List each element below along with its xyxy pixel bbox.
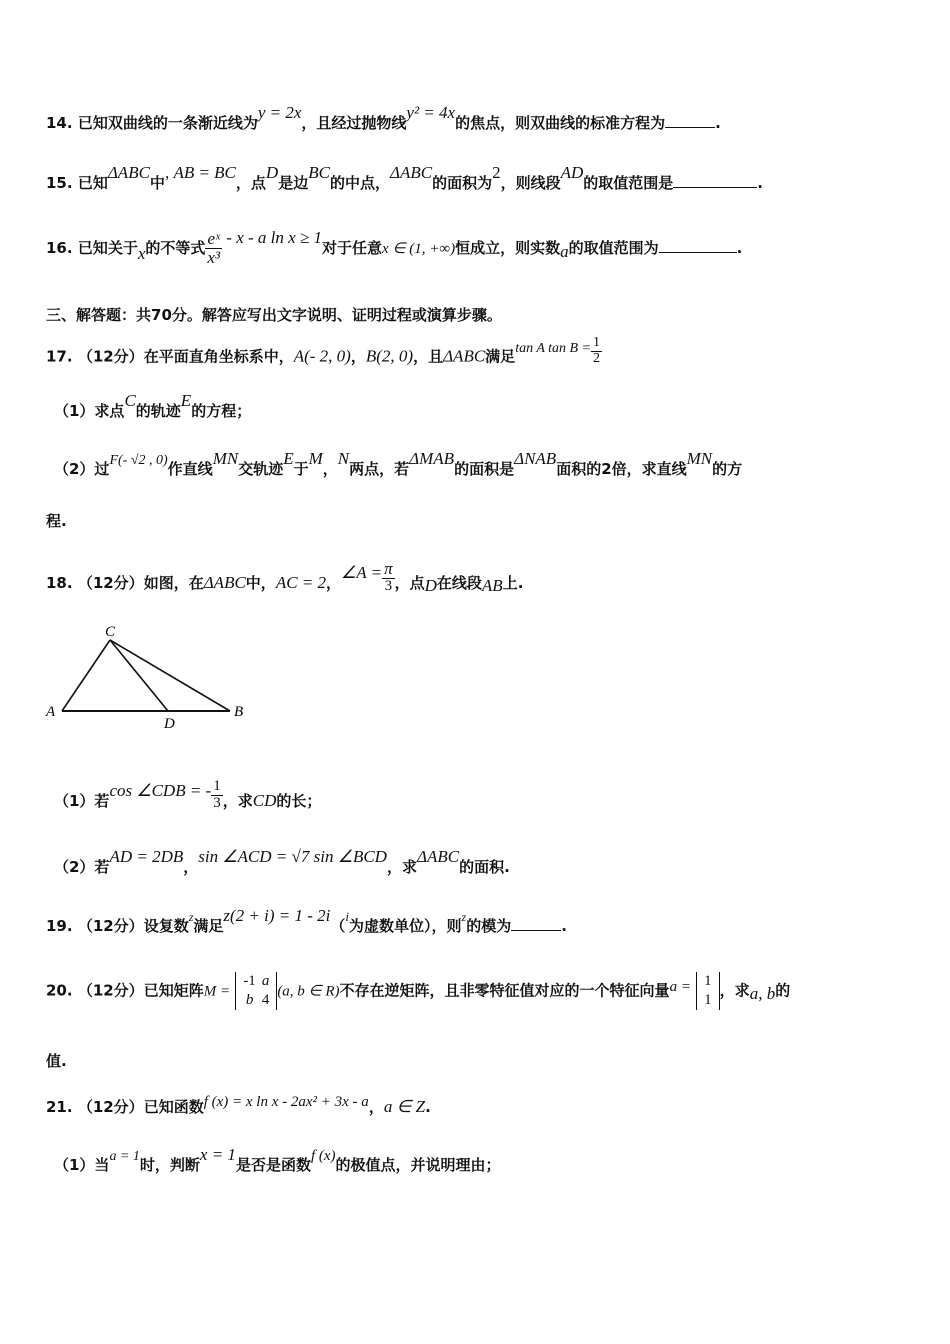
q15-end: . <box>757 174 763 192</box>
q14-number: 14. <box>46 114 73 132</box>
q20-matrix-label: M = <box>203 983 231 1000</box>
question-19 <box>46 906 567 936</box>
q16-text-2: 的不等式 <box>145 238 206 257</box>
q18-p1-fraction <box>211 779 223 812</box>
q17-p1-text: 的轨迹 <box>135 402 181 420</box>
q17-p2-text-2: 交轨迹 <box>238 460 284 478</box>
q17-frac-num: 1 <box>593 335 601 350</box>
q19-text-3: （ <box>330 917 346 935</box>
q17-p2-triangle-nab: ΔNAB <box>514 449 557 468</box>
q15-text: 已知 <box>77 174 108 192</box>
q18-text: 如图，在 <box>143 573 204 592</box>
q17-p2-text: 作直线 <box>167 460 213 478</box>
q14-end: . <box>715 114 721 132</box>
q15-segment-ad: AD <box>560 163 584 182</box>
q17-p1-curve-e: E <box>180 391 192 410</box>
q18-segment-ab: AB <box>481 575 503 595</box>
q21-number: 21. <box>46 1098 73 1116</box>
q18-score: （12分） <box>77 573 144 592</box>
q18-p1-text-2: 的长； <box>276 791 322 810</box>
question-14 <box>46 103 721 133</box>
question-20 <box>46 972 790 1010</box>
matrix-cell: b <box>245 991 254 1008</box>
section-header: 三、解答题：共70分。解答应写出文字说明、证明过程或演算步骤。 <box>46 306 502 324</box>
q17-p2-point-f: F(- √2 , 0) <box>109 453 168 468</box>
q15-number: 15. <box>46 174 73 192</box>
q20-vector <box>696 972 720 1010</box>
q17-part-2-continued: 程. <box>46 512 67 530</box>
q14-text: 已知双曲线的一条渐近线为 <box>77 114 258 132</box>
q21-function: f (x) = x ln x - 2ax² + 3x - a <box>203 1094 369 1110</box>
q21-p1-text-2: 是否是函数 <box>235 1156 311 1174</box>
q18-point-d: D <box>424 575 437 595</box>
q15-text-7: ，则线段 <box>500 174 561 192</box>
q15-triangle: ΔABC <box>107 163 150 182</box>
question-15 <box>46 163 763 193</box>
q21-p1-x-value: x = 1 <box>199 1145 236 1164</box>
q17-p2-line-mn-2: MN <box>686 449 713 468</box>
q15-side-bc: BC <box>308 163 330 182</box>
q17-number: 17. <box>46 347 73 366</box>
q19-var-z-2: z <box>461 910 467 924</box>
q15-text-8: 的取值范围是 <box>583 174 674 192</box>
q19-end: . <box>561 917 567 935</box>
q16-text: 已知关于 <box>77 238 138 257</box>
label-a: A <box>46 704 56 720</box>
question-21 <box>46 1096 431 1117</box>
answer-blank <box>511 918 561 931</box>
q17-point-a: A(- 2, 0) <box>293 346 351 366</box>
q17-part-1 <box>54 391 252 421</box>
q21-condition: a ∈ Z <box>383 1097 426 1116</box>
q14-asymptote: y = 2x <box>257 103 302 122</box>
q16-text-4: 恒成立，则实数 <box>455 238 561 257</box>
q21-text-2: ， <box>368 1098 384 1116</box>
q15-area: 2 <box>492 163 501 182</box>
q17-p2-label: （2）过 <box>54 460 110 478</box>
answer-blank <box>659 240 737 253</box>
q21-text: 已知函数 <box>143 1098 204 1116</box>
q18-p1-segment-cd: CD <box>252 790 277 810</box>
q15-text-3: ，点 <box>235 174 266 192</box>
q21-p1-text: 时，判断 <box>139 1156 200 1174</box>
answer-blank <box>673 175 757 188</box>
q18-angle: ∠A = <box>341 562 383 582</box>
q19-number: 19. <box>46 917 73 935</box>
q17-p2-text-3: 于 <box>293 460 309 478</box>
q21-p1-label: （1）当 <box>54 1156 110 1174</box>
q17-p2-line-mn: MN <box>212 449 239 468</box>
q17-p2-text-7: 面积的2倍，求直线 <box>556 460 687 478</box>
q18-text-4: ，点 <box>394 573 425 592</box>
q20-text-3: ，求 <box>719 981 750 1000</box>
q15-triangle-2: ΔABC <box>389 163 433 182</box>
q19-text-2: 满足 <box>193 917 224 935</box>
q20-text-2: 不存在逆矩阵，且非零特征值对应的一个特征向量 <box>339 981 670 1000</box>
q17-p2-text-8: 的方 <box>712 460 743 478</box>
q15-text-2: 中 <box>149 174 165 192</box>
q18-p1-frac-den: 3 <box>213 794 221 811</box>
q18-p2-ratio: AD = 2DB <box>109 847 184 866</box>
q17-point-b: B(2, 0) <box>365 346 414 366</box>
question-16 <box>46 227 743 267</box>
q16-domain: x ∈ (1, +∞) <box>382 240 456 257</box>
q17-fraction <box>591 336 602 366</box>
q16-frac-num: eˣ <box>205 230 222 249</box>
q21-p1-a-value: a = 1 <box>109 1149 140 1164</box>
q18-p2-sine-relation: sin ∠ACD = √7 sin ∠BCD <box>198 847 387 866</box>
q14-parabola: y² = 4x <box>406 103 456 122</box>
q16-frac-den: x³ <box>207 247 221 267</box>
q16-var-x: x <box>137 243 146 263</box>
q20-text: 已知矩阵 <box>143 981 204 1000</box>
side-ac <box>62 640 110 711</box>
q19-var-z: z <box>188 910 194 924</box>
q17-condition: tan A tan B = <box>515 340 592 356</box>
q15-text-4: 是边 <box>278 174 309 192</box>
q18-p1-frac-num: 1 <box>213 778 221 794</box>
q18-p2-text-3: 的面积. <box>459 858 510 876</box>
label-b: B <box>234 704 244 720</box>
q16-text-3: 对于任意 <box>322 238 383 257</box>
q17-p2-text-4: ， <box>322 460 338 478</box>
side-cb <box>110 640 230 711</box>
matrix-cell: a <box>261 973 270 989</box>
q16-end: . <box>736 238 743 257</box>
q17-text-2: ， <box>350 347 366 366</box>
q20-continued: 值. <box>46 1052 67 1070</box>
q14-text-2: ，且经过抛物线 <box>301 114 407 132</box>
q19-text-4: 为虚数单位），则 <box>349 917 462 935</box>
q19-text: 设复数 <box>143 917 189 935</box>
label-c: C <box>105 624 116 640</box>
q17-p2-point-n: N <box>337 449 350 468</box>
q19-score: （12分） <box>77 917 144 935</box>
q18-frac-num: π <box>384 559 393 578</box>
q14-text-3: 的焦点，则双曲线的标准方程为 <box>455 114 666 132</box>
q17-triangle: ΔABC <box>443 346 486 366</box>
q18-number: 18. <box>46 573 73 592</box>
q15-point-d: D <box>265 163 279 182</box>
q15-text-5: 的中点， <box>329 174 390 192</box>
q18-part-1 <box>54 778 322 818</box>
q21-part-1 <box>54 1145 501 1175</box>
q15-text-6: 的面积为 <box>432 174 493 192</box>
q20-matrix <box>235 972 277 1010</box>
triangle-figure <box>40 618 260 733</box>
q20-vector-label: a = <box>669 979 691 996</box>
q17-text-3: ，且 <box>413 347 444 366</box>
q19-equation: z(2 + i) = 1 - 2i <box>223 906 331 925</box>
vector-cell: 1 <box>704 991 712 1008</box>
q20-score: （12分） <box>77 981 144 1000</box>
question-18 <box>46 559 524 601</box>
vector-cell: 1 <box>704 973 712 989</box>
q18-frac-den: 3 <box>384 577 393 594</box>
answer-blank <box>665 115 715 128</box>
q17-p2-text-6: 的面积是 <box>454 460 515 478</box>
q18-p2-text-2: ，求 <box>386 858 417 876</box>
q18-p2-triangle: ΔABC <box>416 847 460 866</box>
q17-p2-curve-e: E <box>283 449 294 468</box>
q20-text-4: 的 <box>775 981 791 1000</box>
q21-p1-text-3: 的极值点，并说明理由； <box>335 1156 501 1174</box>
q21-score: （12分） <box>77 1098 144 1116</box>
q16-text-5: 的取值范围为 <box>568 238 659 257</box>
q18-p2-text: ， <box>183 858 199 876</box>
q18-text-2: 中， <box>245 573 276 592</box>
q17-text-4: 满足 <box>485 347 516 366</box>
q15-equality: , AB = BC <box>164 163 236 182</box>
q21-end: . <box>425 1098 431 1116</box>
q18-p1-cosine: cos ∠CDB = - <box>109 780 212 800</box>
question-17 <box>46 335 602 372</box>
q17-p2-triangle-mab: ΔMAB <box>409 449 455 468</box>
q18-text-3: ， <box>326 573 342 592</box>
q17-p1-label: （1）求点 <box>54 402 125 420</box>
q20-number: 20. <box>46 981 73 1000</box>
q18-part-2 <box>54 847 510 877</box>
q21-p1-function: f (x) <box>310 1148 336 1164</box>
q16-number: 16. <box>46 238 73 257</box>
q17-p2-point-m: M <box>308 449 323 468</box>
q20-vars: a, b <box>749 984 776 1004</box>
matrix-cell: 4 <box>261 991 270 1008</box>
q18-p2-label: （2）若 <box>54 858 110 876</box>
q19-imag-unit: i <box>345 909 350 924</box>
q17-text: 在平面直角坐标系中， <box>143 347 294 366</box>
q16-var-a: a <box>560 241 569 261</box>
q16-fraction <box>205 230 222 267</box>
q18-triangle: ΔABC <box>203 572 246 592</box>
q18-fraction <box>382 560 395 595</box>
q18-p1-label: （1）若 <box>54 791 110 810</box>
q18-text-6: 上. <box>502 573 524 592</box>
q17-frac-den: 2 <box>593 350 601 366</box>
q18-p1-text: ，求 <box>222 791 253 810</box>
q17-p2-text-5: 两点，若 <box>349 460 410 478</box>
q18-text-5: 在线段 <box>436 573 482 592</box>
matrix-cell: -1 <box>243 973 256 989</box>
q17-score: （12分） <box>77 347 144 366</box>
segment-cd <box>110 640 168 711</box>
label-d: D <box>164 716 175 732</box>
q19-text-5: 的模为 <box>466 917 512 935</box>
q18-side-ac: AC = 2 <box>275 572 327 592</box>
q17-p1-point-c: C <box>124 391 136 410</box>
q16-inequality: - x - a ln x ≥ 1 <box>222 227 323 247</box>
q17-part-2 <box>54 449 743 479</box>
q17-p1-text-2: 的方程； <box>191 402 252 420</box>
q20-condition: (a, b ∈ R) <box>277 983 340 1000</box>
